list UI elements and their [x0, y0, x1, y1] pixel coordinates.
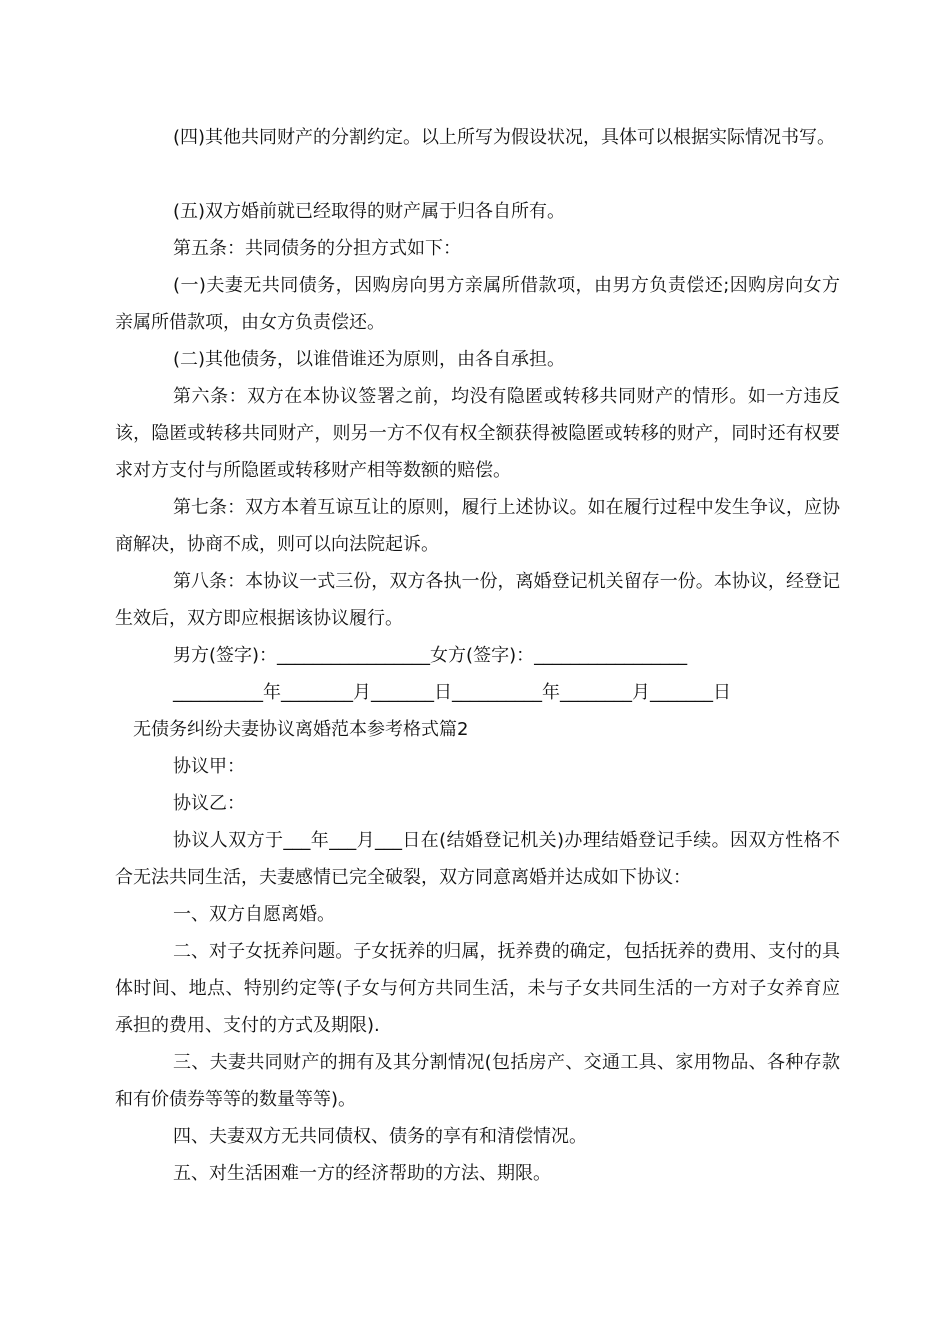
paragraph-other-debts: (二)其他债务，以谁借谁还为原则，由各自承担。 [173, 349, 566, 370]
party-b-label: 协议乙： [173, 793, 245, 814]
paragraph-article-7: 第七条：双方本着互谅互让的原则，履行上述协议。如在履行过程中发生争议，应协商解决，协商不成，则可以向法院起诉。 [115, 497, 840, 555]
party-a-label: 协议甲： [173, 756, 245, 777]
paragraph-marriage-registration: 协议人双方于___年___月___日在(结婚登记机关)办理结婚登记手续。因双方性格不合无法共同生活，夫妻感情已完全破裂，双方同意离婚并达成如下协议： [115, 830, 840, 888]
paragraph-article-8: 第八条：本协议一式三份，双方各执一份，离婚登记机关留存一份。本协议，经登记生效后，双方即应根据该协议履行。 [115, 571, 840, 629]
paragraph-child-custody: 二、对子女抚养问题。子女抚养的归属，抚养费的确定，包括抚养的费用、支付的具体时间、地点、特别约定等(子女与何方共同生活，未与子女共同生活的一方对子女养育应承担的费用、支付的方式及期限). [115, 941, 840, 1036]
date-line: __________年________月_______日__________年________月_______日 [173, 682, 731, 703]
paragraph-common-property: 三、夫妻共同财产的拥有及其分割情况(包括房产、交通工具、家用物品、各种存款和有价债券等等的数量等等)。 [115, 1052, 840, 1110]
paragraph-debts-credits: 四、夫妻双方无共同债权、债务的享有和清偿情况。 [173, 1126, 587, 1147]
paragraph-article-5: 第五条：共同债务的分担方式如下： [173, 238, 461, 259]
paragraph-no-common-debt: (一)夫妻无共同债务，因购房向男方亲属所借款项，由男方负责偿还;因购房向女方亲属所借款项，由女方负责偿还。 [115, 275, 840, 333]
section-title: 无债务纠纷夫妻协议离婚范本参考格式篇2 [133, 719, 469, 740]
paragraph-financial-aid: 五、对生活困难一方的经济帮助的方法、期限。 [173, 1163, 551, 1184]
signature-line: 男方(签字)：_________________女方(签字)：_________________ [173, 645, 688, 666]
paragraph-article-6: 第六条：双方在本协议签署之前，均没有隐匿或转移共同财产的情形。如一方违反该，隐匿或转移共同财产，则另一方不仅有权全额获得被隐匿或转移的财产，同时还有权要求对方支付与所隐匿或转移财产相等数额的赔偿。 [115, 386, 840, 481]
paragraph-other-property: (四)其他共同财产的分割约定。以上所写为假设状况，具体可以根据实际情况书写。 [173, 127, 836, 148]
paragraph-voluntary-divorce: 一、双方自愿离婚。 [173, 904, 335, 925]
paragraph-premarital-property: (五)双方婚前就已经取得的财产属于归各自所有。 [173, 201, 566, 222]
